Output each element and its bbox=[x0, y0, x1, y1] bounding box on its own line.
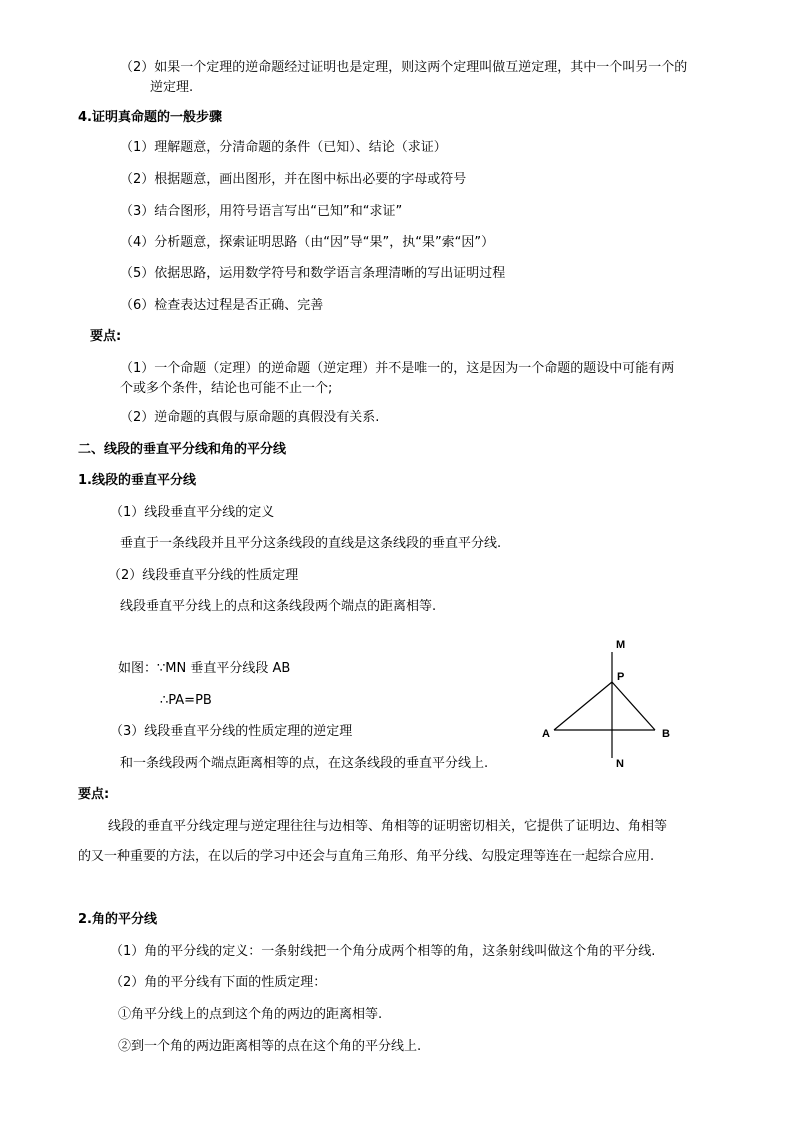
segment-pb bbox=[612, 682, 655, 730]
item-property-text: 线段垂直平分线上的点和这条线段两个端点的距离相等. bbox=[120, 599, 437, 614]
step-3: （3）结合图形，用符号语言写出“已知”和“求证” bbox=[120, 204, 403, 219]
example-given: 如图：∵MN 垂直平分线段 AB bbox=[118, 661, 291, 676]
key-point-1-line1: （1）一个命题（定理）的逆命题（逆定理）并不是唯一的，这是因为一个命题的题设中可能有两 bbox=[120, 361, 675, 376]
example-conclusion: ∴PA=PB bbox=[160, 693, 212, 708]
key-text-line1: 线段的垂直平分线定理与逆定理往往与边相等、角相等的证明密切相关，它提供了证明边、角相等 bbox=[108, 819, 668, 834]
key-point-1-line2: 个或多个条件，结论也可能不止一个; bbox=[120, 381, 333, 396]
step-4: （4）分析题意，探索证明思路（由“因”导“果”，执“果”索“因”） bbox=[120, 235, 495, 250]
label-b: B bbox=[662, 728, 670, 740]
item-converse-title: （3）线段垂直平分线的性质定理的逆定理 bbox=[110, 724, 353, 739]
step-1: （1）理解题意，分清命题的条件（已知）、结论（求证） bbox=[120, 140, 447, 155]
label-p: P bbox=[617, 671, 625, 683]
perpendicular-bisector-figure bbox=[530, 630, 690, 780]
segment-pa bbox=[554, 682, 612, 730]
item-property-title: （2）线段垂直平分线的性质定理 bbox=[108, 568, 299, 583]
text-converse-theorem-line1: （2）如果一个定理的逆命题经过证明也是定理，则这两个定理叫做互逆定理，其中一个叫另一个的 bbox=[120, 60, 688, 75]
key-points-label-2: 要点: bbox=[78, 787, 110, 802]
angle-property-2: ②到一个角的两边距离相等的点在这个角的平分线上. bbox=[118, 1039, 422, 1054]
heading-perpendicular-bisector: 1.线段的垂直平分线 bbox=[78, 473, 196, 488]
label-n: N bbox=[616, 758, 624, 770]
step-6: （6）检查表达过程是否正确、完善 bbox=[120, 298, 324, 313]
item-definition-text: 垂直于一条线段并且平分这条线段的直线是这条线段的垂直平分线. bbox=[120, 536, 502, 551]
key-points-label-1: 要点: bbox=[90, 329, 122, 344]
key-text-line2: 的又一种重要的方法，在以后的学习中还会与直角三角形、角平分线、勾股定理等连在一起综合应用. bbox=[78, 849, 655, 864]
item-converse-text: 和一条线段两个端点距离相等的点，在这条线段的垂直平分线上. bbox=[120, 756, 489, 771]
angle-property-intro: （2）角的平分线有下面的性质定理： bbox=[110, 975, 327, 990]
section-heading-2: 二、线段的垂直平分线和角的平分线 bbox=[78, 442, 287, 457]
label-a: A bbox=[542, 728, 550, 740]
heading-angle-bisector: 2.角的平分线 bbox=[78, 912, 157, 927]
angle-property-1: ①角平分线上的点到这个角的两边的距离相等. bbox=[118, 1007, 383, 1022]
step-2: （2）根据题意，画出图形，并在图中标出必要的字母或符号 bbox=[120, 172, 467, 187]
heading-proof-steps: 4.证明真命题的一般步骤 bbox=[78, 110, 222, 125]
key-point-2: （2）逆命题的真假与原命题的真假没有关系. bbox=[120, 410, 380, 425]
step-5: （5）依据思路，运用数学符号和数学语言条理清晰的写出证明过程 bbox=[120, 266, 506, 281]
item-definition-title: （1）线段垂直平分线的定义 bbox=[110, 505, 275, 520]
label-m: M bbox=[616, 639, 626, 651]
text-converse-theorem-line2: 逆定理. bbox=[150, 80, 194, 95]
angle-definition: （1）角的平分线的定义：一条射线把一个角分成两个相等的角，这条射线叫做这个角的平分线. bbox=[110, 944, 656, 959]
